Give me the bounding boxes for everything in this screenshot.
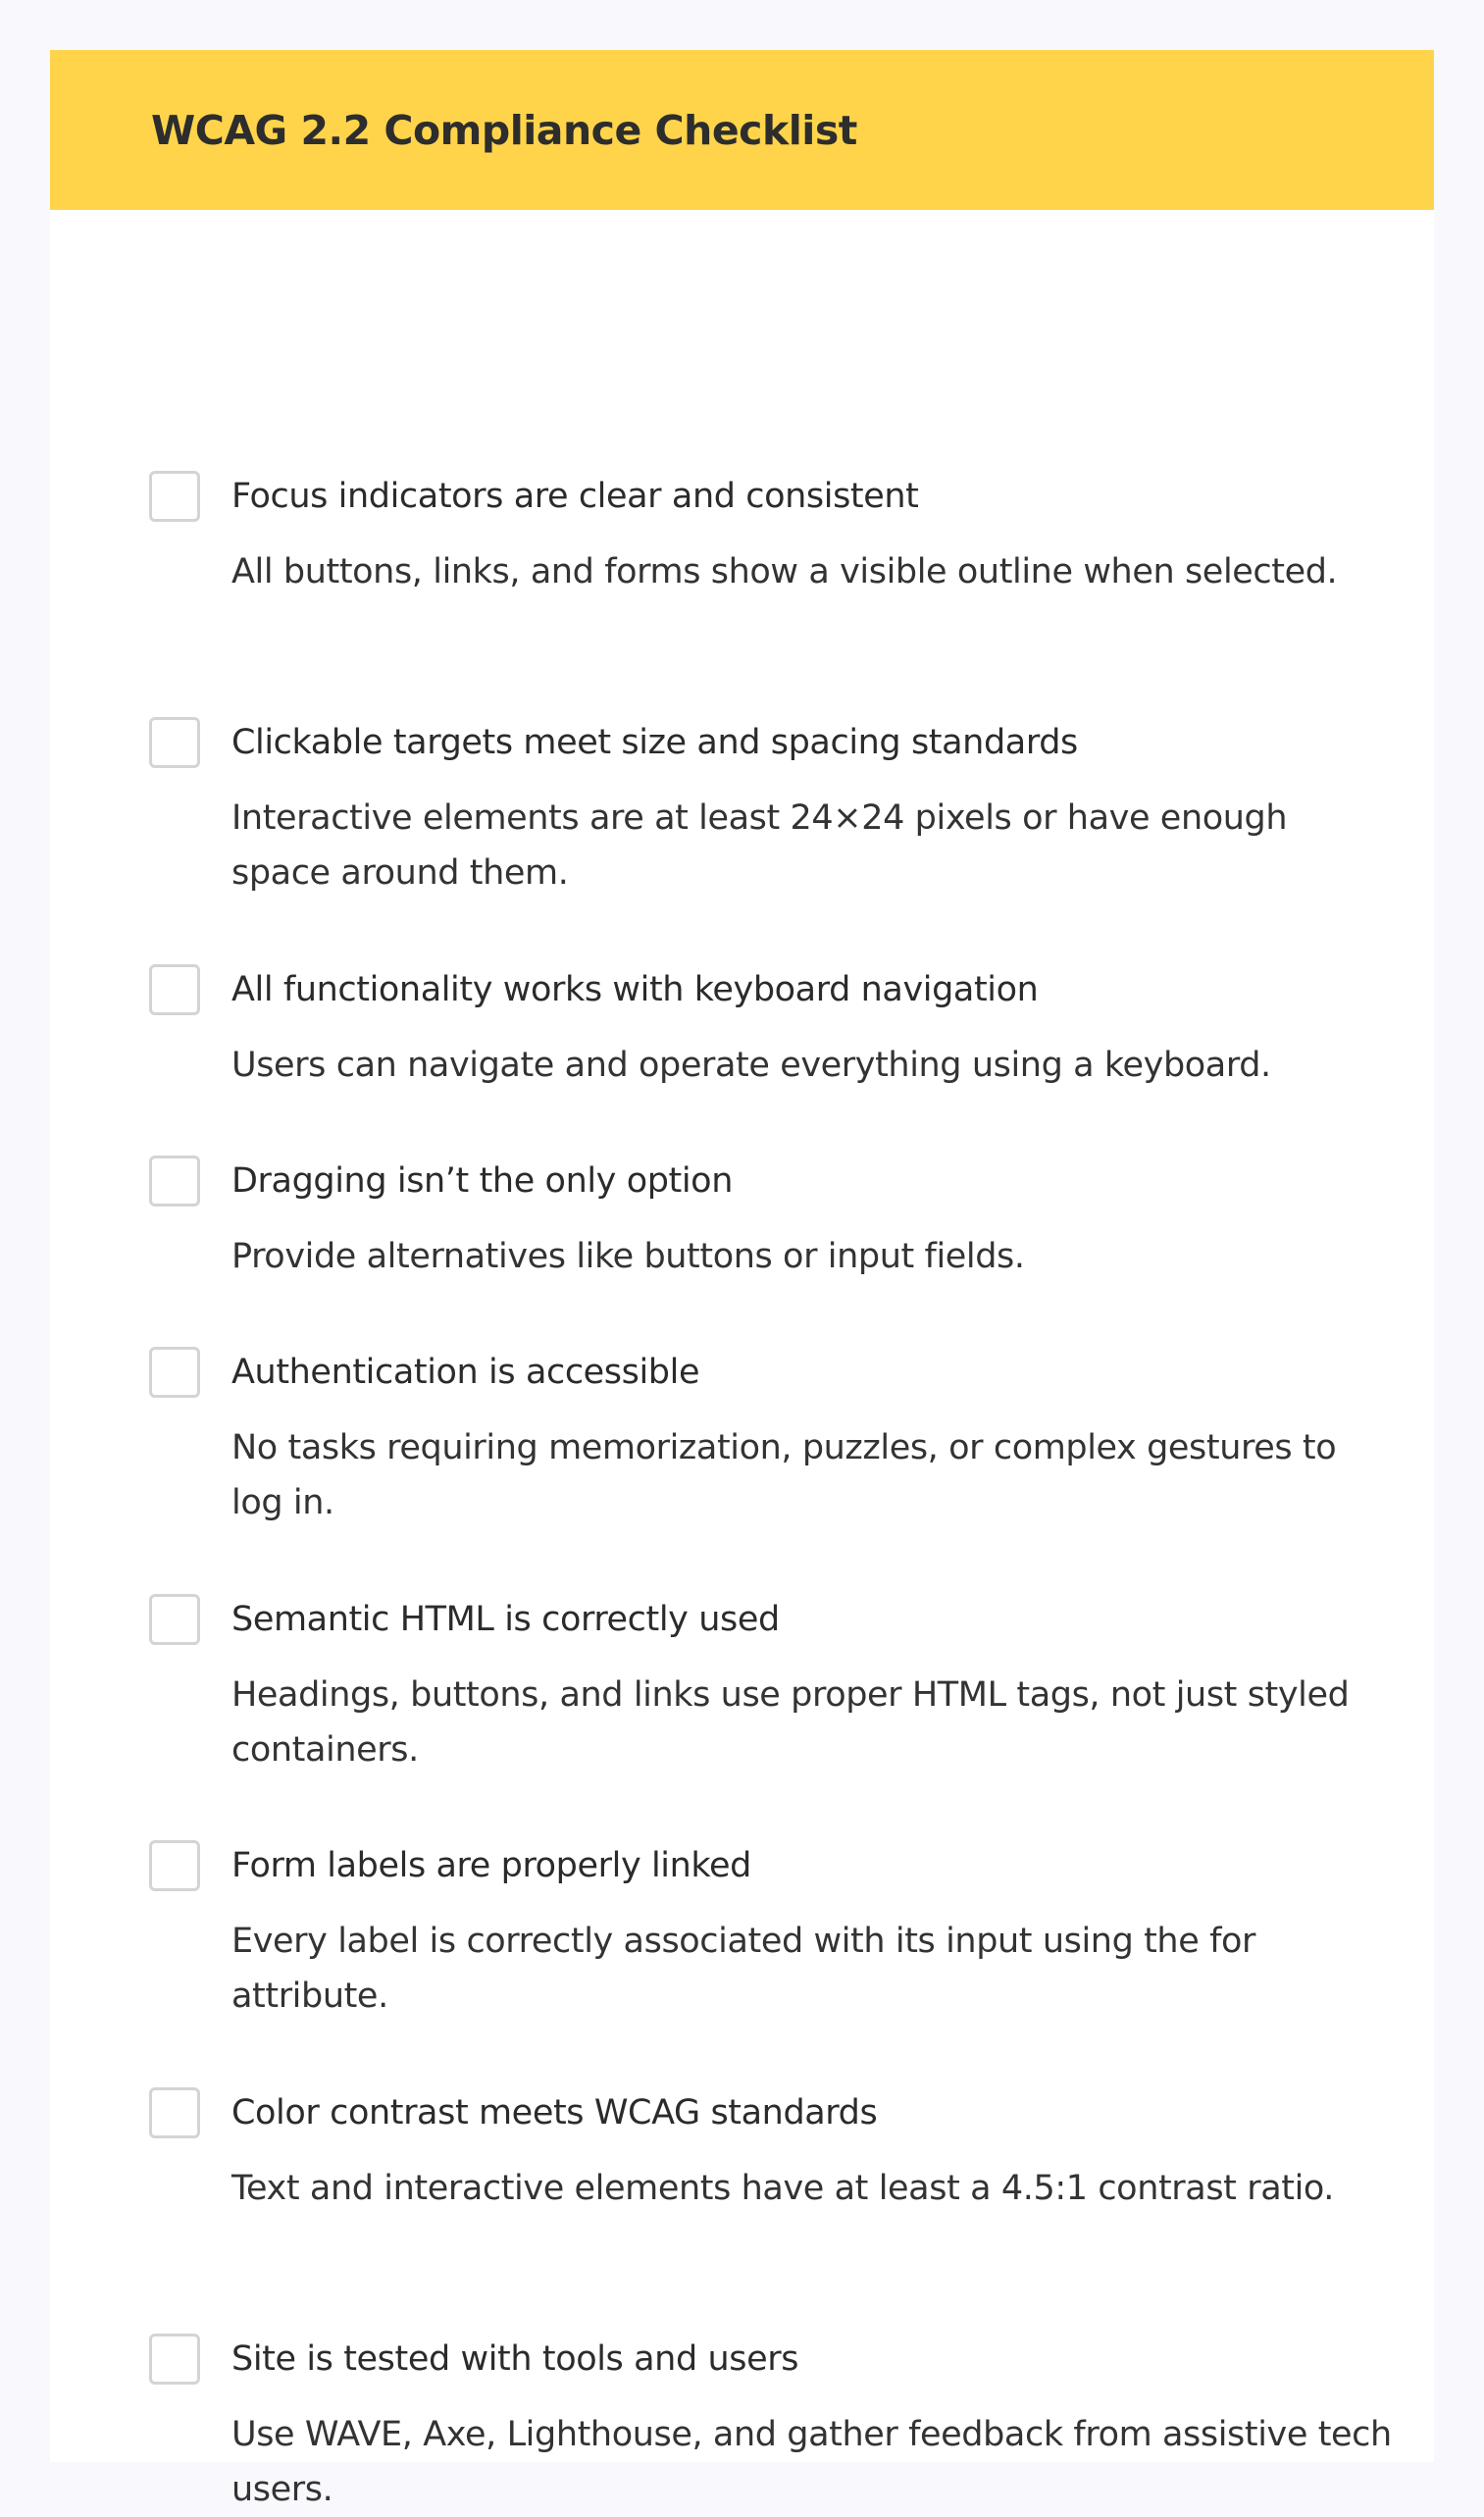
item-title: Site is tested with tools and users (231, 2339, 799, 2379)
checkbox[interactable] (149, 1594, 200, 1645)
item-title: Color contrast meets WCAG standards (231, 2093, 878, 2132)
item-description: Interactive elements are at least 24×24 pixels or have enough space around them. (231, 798, 1288, 893)
item-title: Focus indicators are clear and consistent (231, 477, 919, 516)
item-title: All functionality works with keyboard navigation (231, 970, 1039, 1009)
item-description: All buttons, links, and forms show a visible outline when selected. (231, 552, 1338, 591)
checkbox[interactable] (149, 1347, 200, 1398)
checkbox[interactable] (149, 2334, 200, 2385)
item-title: Form labels are properly linked (231, 1846, 751, 1885)
item-description: Use WAVE, Axe, Lighthouse, and gather feedback from assistive tech users. (231, 2415, 1392, 2509)
checkbox[interactable] (149, 471, 200, 522)
item-description: Provide alternatives like buttons or input fields. (231, 1237, 1025, 1276)
item-description: Text and interactive elements have at least a 4.5:1 contrast ratio. (231, 2169, 1335, 2208)
checkbox[interactable] (149, 717, 200, 768)
checklist-card (50, 50, 1434, 2509)
item-title: Semantic HTML is correctly used (231, 1600, 780, 1639)
item-title: Authentication is accessible (231, 1353, 700, 1392)
item-description: No tasks requiring memorization, puzzles, or complex gestures to log in. (231, 1428, 1337, 1522)
item-title: Dragging isn’t the only option (231, 1161, 733, 1201)
checklist-header (50, 50, 1434, 210)
item-description: Headings, buttons, and links use proper HTML tags, not just styled containers. (231, 1675, 1350, 1770)
item-description: Every label is correctly associated with its input using the for attribute. (231, 1922, 1256, 2016)
item-title: Clickable targets meet size and spacing standards (231, 723, 1078, 762)
checkbox[interactable] (149, 964, 200, 1015)
checkbox[interactable] (149, 1156, 200, 1207)
checkbox[interactable] (149, 1840, 200, 1891)
checklist-title: WCAG 2.2 Compliance Checklist (151, 106, 857, 154)
item-description: Users can navigate and operate everything using a keyboard. (231, 1046, 1271, 1085)
checkbox[interactable] (149, 2087, 200, 2138)
